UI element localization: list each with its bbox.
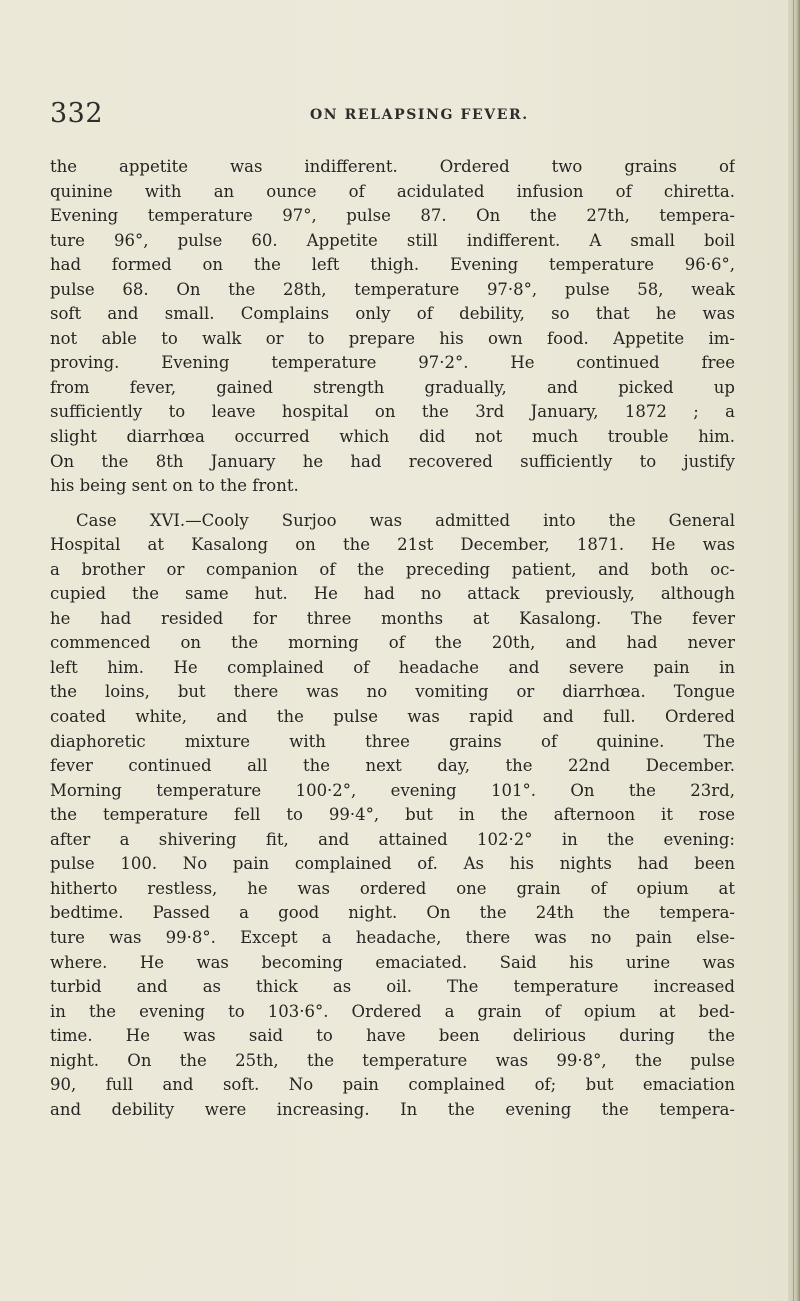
text-line: ture was 99·8°. Except a headache, there was no pain else- [50, 927, 735, 947]
text-line: ture 96°, pulse 60. Appetite still indifferent. A small boil [50, 230, 735, 250]
text-line: after a shivering fit, and attained 102·2° in the evening: [50, 829, 735, 849]
text-line: commenced on the morning of the 20th, and had never [50, 633, 735, 653]
text-line: bedtime. Passed a good night. On the 24th the tempera- [50, 903, 735, 923]
text-line: slight diarrhœa occurred which did not much trouble him. [50, 427, 735, 447]
text-line: soft and small. Complains only of debility, so that he was [50, 304, 735, 324]
page-number: 332 [50, 98, 104, 129]
text-line: his being sent on to the front. [50, 476, 299, 496]
paragraph [50, 509, 735, 1123]
text-line: proving. Evening temperature 97·2°. He continued free [50, 353, 735, 373]
text-line: quinine with an ounce of acidulated infusion of chiretta. [50, 181, 735, 201]
text-line: Evening temperature 97°, pulse 87. On the 27th, tempera- [50, 206, 735, 226]
text-line: sufficiently to leave hospital on the 3rd January, 1872 ; a [50, 402, 735, 422]
text-line: a brother or companion of the preceding patient, and both oc- [50, 559, 735, 579]
page-edge [788, 0, 800, 1301]
text-line: diaphoretic mixture with three grains of quinine. The [50, 731, 735, 751]
text-line: On the 8th January he had recovered sufficiently to justify [50, 451, 735, 471]
paragraph-gap [50, 499, 735, 509]
text-line: from fever, gained strength gradually, and picked up [50, 377, 735, 397]
text-line: Case XVI.—Cooly Surjoo was admitted into the General [76, 510, 735, 530]
page-edge-line [793, 0, 794, 1301]
text-line: time. He was said to have been delirious during the [50, 1026, 735, 1046]
body-text [50, 155, 735, 1122]
text-line: Morning temperature 100·2°, evening 101°. On the 23rd, [50, 780, 735, 800]
text-line: fever continued all the next day, the 22nd December. [50, 756, 735, 776]
paragraph [50, 155, 735, 499]
text-line: the temperature fell to 99·4°, but in the afternoon it rose [50, 805, 735, 825]
text-line: the appetite was indifferent. Ordered two grains of [50, 157, 735, 176]
text-line: had formed on the left thigh. Evening temperature 96·6°, [50, 255, 735, 275]
text-line: hitherto restless, he was ordered one grain of opium at [50, 878, 735, 898]
text-line: 90, full and soft. No pain complained of; but emaciation [50, 1075, 735, 1095]
text-line: pulse 68. On the 28th, temperature 97·8°, pulse 58, weak [50, 279, 735, 299]
running-title: ON RELAPSING FEVER. [310, 107, 529, 123]
text-line: coated white, and the pulse was rapid and full. Ordered [50, 707, 735, 727]
text-line: Hospital at Kasalong on the 21st December, 1871. He was [50, 535, 735, 555]
page-header [50, 98, 750, 138]
text-line: the loins, but there was no vomiting or diarrhœa. Tongue [50, 682, 735, 702]
text-line: left him. He complained of headache and severe pain in [50, 657, 735, 677]
text-line: in the evening to 103·6°. Ordered a grain of opium at bed- [50, 1001, 735, 1021]
text-line: turbid and as thick as oil. The temperature increased [50, 977, 735, 997]
text-line: he had resided for three months at Kasalong. The fever [50, 608, 735, 628]
text-line: not able to walk or to prepare his own food. Appetite im- [50, 328, 735, 348]
text-line: and debility were increasing. In the evening the tempera- [50, 1099, 735, 1119]
text-line: pulse 100. No pain complained of. As his nights had been [50, 854, 735, 874]
text-line: night. On the 25th, the temperature was 99·8°, the pulse [50, 1050, 735, 1070]
text-line: where. He was becoming emaciated. Said his urine was [50, 952, 735, 972]
text-line: cupied the same hut. He had no attack previously, although [50, 584, 735, 604]
